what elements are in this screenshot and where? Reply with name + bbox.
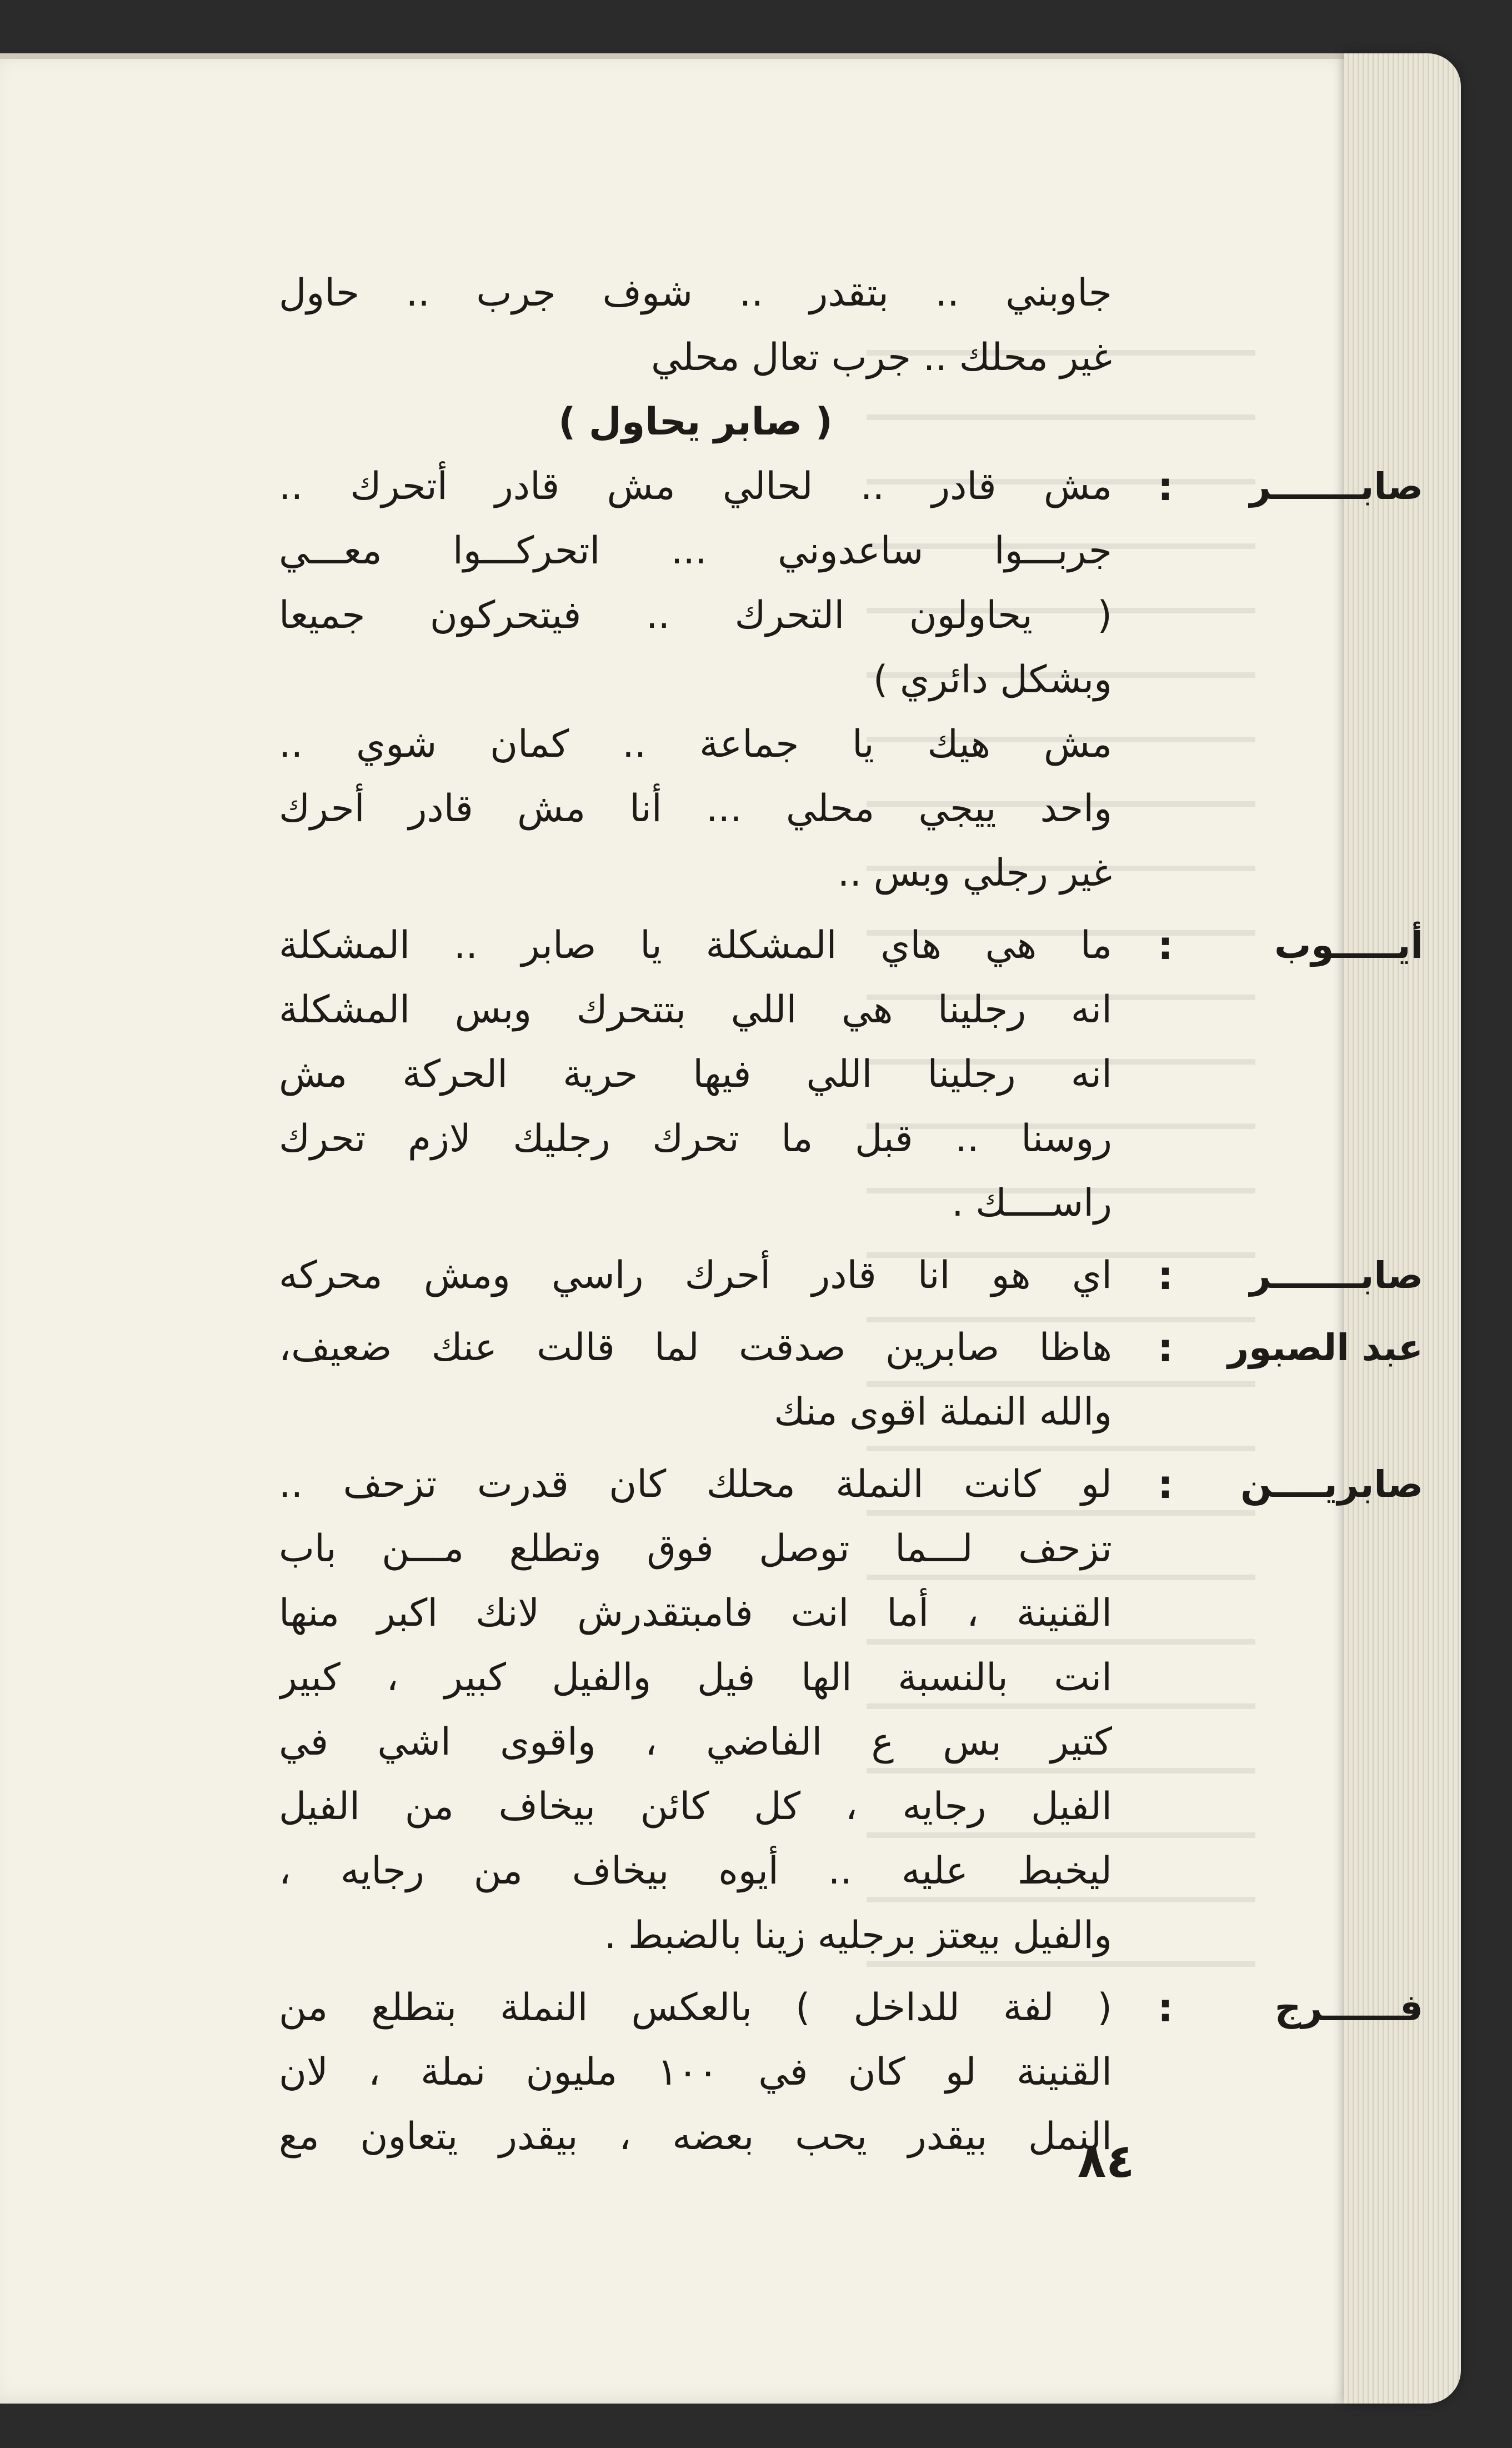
speaker-name: أيـــــوب	[1274, 924, 1423, 967]
stage-direction: ( صابر يحاول )	[558, 400, 833, 444]
text-line: واحد ييجي محلي ... أنا مش قادر أحرك	[279, 787, 1112, 831]
speech-block	[279, 1316, 1423, 1445]
speaker-name: صابـــــــر	[1249, 1254, 1423, 1297]
text-line: انت بالنسبة الها فيل والفيل كبير ، كبير	[279, 1656, 1112, 1700]
speaker-colon: :	[1158, 923, 1173, 968]
speaker-colon: :	[1158, 464, 1173, 509]
speaker-colon: :	[1158, 1985, 1173, 2031]
page-number: ٨٤	[1078, 2134, 1135, 2188]
text-line: انه رجلينا هي اللي بتتحرك وبس المشكلة	[279, 988, 1112, 1032]
speech-block	[279, 454, 1423, 906]
text-line: القنينة لو كان في ١٠٠ مليون نملة ، لان	[279, 2050, 1112, 2094]
text-line: كتير بس ع الفاضي ، واقوى اشي في	[279, 1720, 1112, 1764]
text-line: غير رجلي وبس ..	[837, 851, 1112, 895]
speech-block	[279, 913, 1423, 1236]
speaker-colon: :	[1158, 1253, 1173, 1298]
text-line: غير محلك .. جرب تعال محلي	[651, 336, 1112, 379]
text-line: ليخبط عليه .. أيوه بيخاف من رجايه ،	[279, 1849, 1112, 1893]
speaker-name: فــــــرج	[1274, 1986, 1423, 2029]
text-line: ما هي هاي المشكلة يا صابر .. المشكلة	[279, 923, 1112, 967]
speaker-colon: :	[1158, 1462, 1173, 1507]
text-line: لو كانت النملة محلك كان قدرت تزحف ..	[279, 1462, 1112, 1506]
text-line: انه رجلينا اللي فيها حرية الحركة مش	[279, 1052, 1112, 1096]
page-top-edge	[0, 53, 1372, 59]
text-line: جربـــوا ساعدوني ... اتحركـــوا معـــي	[279, 529, 1112, 573]
text-line: روسنا .. قبل ما تحرك رجليك لازم تحرك	[279, 1117, 1112, 1161]
text-line: القنينة ، أما انت فامبتقدرش لانك اكبر منها	[279, 1591, 1112, 1635]
speaker-name: صابريــــن	[1240, 1463, 1423, 1506]
text-line: راســــك .	[952, 1181, 1112, 1225]
text-line: ( يحاولون التحرك .. فيتحركون جميعا	[279, 593, 1112, 637]
page-edges	[1344, 53, 1461, 2404]
text-line: جاوبني .. بتقدر .. شوف جرب .. حاول	[279, 271, 1112, 315]
text-line: ( لفة للداخل ) بالعكس النملة بتطلع من	[279, 1986, 1112, 2030]
speaker-name: عبد الصبور	[1228, 1326, 1423, 1369]
text-line: مش هيك يا جماعة .. كمان شوي ..	[279, 722, 1112, 766]
text-line: الفيل رجايه ، كل كائن بيخاف من الفيل	[279, 1785, 1112, 1828]
speaker-name: صابـــــــر	[1249, 465, 1423, 508]
speech-block	[279, 1452, 1423, 1968]
text-line: تزحف لـــما توصل فوق وتطلع مـــن باب	[279, 1527, 1112, 1571]
text-line: هاظا صابرين صدقت لما قالت عنك ضعيف،	[279, 1326, 1112, 1370]
speaker-colon: :	[1158, 1325, 1173, 1371]
text-line: وبشكل دائري )	[873, 658, 1112, 702]
text-line: مش قادر .. لحالي مش قادر أتحرك ..	[279, 464, 1112, 508]
text-line: والفيل بيعتز برجليه زينا بالضبط .	[604, 1914, 1112, 1957]
text-line: النمل بيقدر يحب بعضه ، بيقدر يتعاون مع	[279, 2115, 1112, 2159]
text-line: والله النملة اقوى منك	[774, 1390, 1112, 1434]
text-line: اي هو انا قادر أحرك راسي ومش محركه	[279, 1253, 1112, 1297]
opening-lines	[279, 261, 1112, 390]
speech-block	[279, 1243, 1423, 1308]
